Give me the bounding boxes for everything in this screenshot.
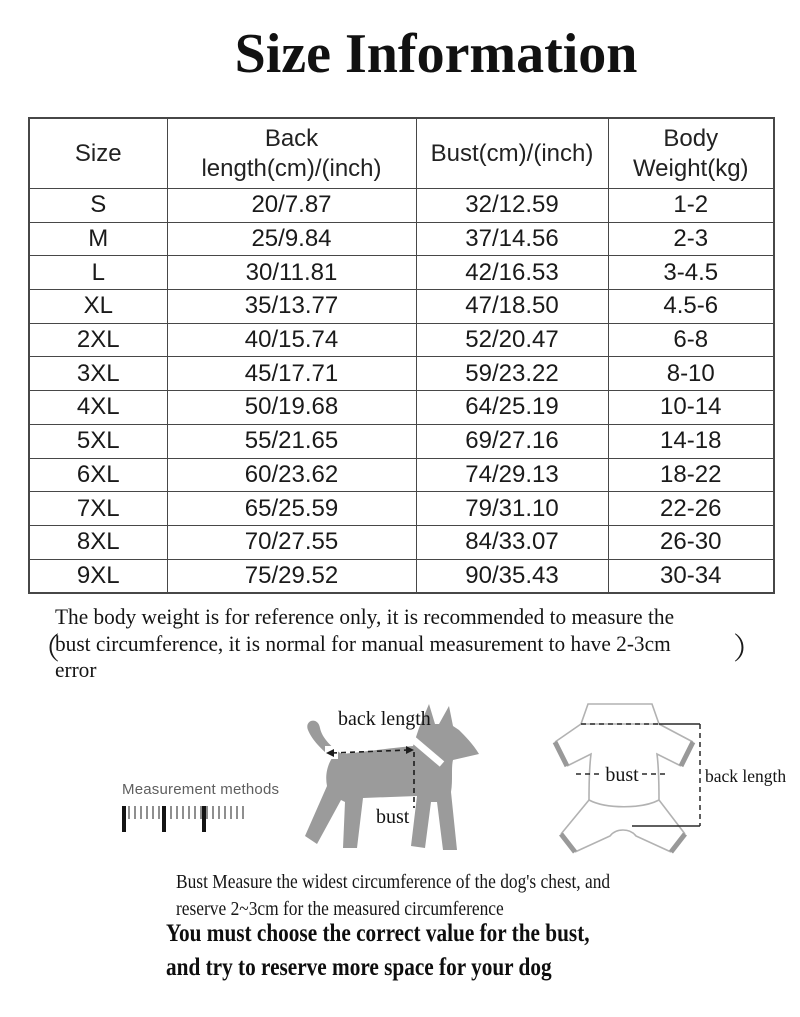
bust-cell: 69/27.16 xyxy=(416,424,608,458)
bust-cell: 32/12.59 xyxy=(416,189,608,223)
back-length-cell: 60/23.62 xyxy=(167,458,416,492)
bust-warning xyxy=(166,917,590,985)
bust-cell: 52/20.47 xyxy=(416,323,608,357)
size-cell: 3XL xyxy=(29,357,167,391)
back-length-cell: 75/29.52 xyxy=(167,559,416,593)
size-cell: 7XL xyxy=(29,492,167,526)
ruler-icon xyxy=(122,806,246,832)
size-cell: L xyxy=(29,256,167,290)
bust-cell: 84/33.07 xyxy=(416,525,608,559)
garment-bust-label: bust xyxy=(605,764,639,786)
table-row xyxy=(29,256,774,290)
back-length-cell: 35/13.77 xyxy=(167,290,416,324)
note-line-2: bust circumference, it is normal for manual measurement to have 2-3cm xyxy=(55,630,671,656)
size-cell: 9XL xyxy=(29,559,167,593)
table-row xyxy=(29,458,774,492)
weight-cell: 4.5-6 xyxy=(608,290,774,324)
weight-cell: 6-8 xyxy=(608,323,774,357)
ruler-tick xyxy=(202,806,206,832)
note-paren-open: （ xyxy=(30,633,60,666)
back-length-cell: 65/25.59 xyxy=(167,492,416,526)
weight-cell: 1-2 xyxy=(608,189,774,223)
back-length-label: back length xyxy=(338,708,431,730)
bust-measure-note-line-2: reserve 2~3cm for the measured circumference xyxy=(176,898,504,920)
note-line-3: error xyxy=(55,657,97,682)
back-length-cell: 55/21.65 xyxy=(167,424,416,458)
bust-warning-line-1: You must choose the correct value for the bust, xyxy=(166,920,590,947)
bust-label: bust xyxy=(376,806,410,828)
note-text xyxy=(55,604,734,684)
weight-cell: 10-14 xyxy=(608,391,774,425)
bust-cell: 90/35.43 xyxy=(416,559,608,593)
weight-cell: 22-26 xyxy=(608,492,774,526)
size-cell: XL xyxy=(29,290,167,324)
back-length-cell: 25/9.84 xyxy=(167,222,416,256)
table-row xyxy=(29,424,774,458)
note-paren-close: ） xyxy=(733,633,763,666)
table-row xyxy=(29,323,774,357)
garment-diagram xyxy=(548,698,798,860)
size-table xyxy=(28,117,775,594)
back-length-cell: 30/11.81 xyxy=(167,256,416,290)
table-row xyxy=(29,189,774,223)
bust-cell: 37/14.56 xyxy=(416,222,608,256)
table-row xyxy=(29,357,774,391)
bust-measure-note xyxy=(176,869,610,923)
bust-warning-line-2: and try to reserve more space for your dog xyxy=(166,954,552,981)
bust-cell: 42/16.53 xyxy=(416,256,608,290)
weight-cell: 30-34 xyxy=(608,559,774,593)
table-row xyxy=(29,559,774,593)
table-row xyxy=(29,492,774,526)
bust-cell: 59/23.22 xyxy=(416,357,608,391)
bust-measure-note-line-1: Bust Measure the widest circumference of the dog's chest, and xyxy=(176,871,611,893)
table-row xyxy=(29,290,774,324)
bust-cell: 74/29.13 xyxy=(416,458,608,492)
measurement-methods-label: Measurement methods xyxy=(122,781,280,798)
garment-sleeve-bands xyxy=(555,742,693,852)
bust-cell: 79/31.10 xyxy=(416,492,608,526)
note-line-1: The body weight is for reference only, it is recommended to measure the xyxy=(55,604,675,629)
col-header-body-weight: Body Weight(kg) xyxy=(608,118,774,189)
col-header-back-length: Back length(cm)/(inch) xyxy=(167,118,416,189)
weight-cell: 14-18 xyxy=(608,424,774,458)
weight-cell: 8-10 xyxy=(608,357,774,391)
table-row xyxy=(29,525,774,559)
back-length-cell: 50/19.68 xyxy=(167,391,416,425)
table-header-row xyxy=(29,118,774,189)
back-length-cell: 70/27.55 xyxy=(167,525,416,559)
weight-cell: 2-3 xyxy=(608,222,774,256)
size-cell: S xyxy=(29,189,167,223)
ruler-tick xyxy=(162,806,166,832)
back-length-cell: 20/7.87 xyxy=(167,189,416,223)
size-cell: M xyxy=(29,222,167,256)
garment-back-length-label: back length xyxy=(705,766,787,786)
weight-cell: 18-22 xyxy=(608,458,774,492)
col-header-size: Size xyxy=(29,118,167,189)
size-cell: 5XL xyxy=(29,424,167,458)
bust-cell: 47/18.50 xyxy=(416,290,608,324)
back-length-cell: 45/17.71 xyxy=(167,357,416,391)
col-header-bust: Bust(cm)/(inch) xyxy=(416,118,608,189)
size-cell: 4XL xyxy=(29,391,167,425)
size-cell: 6XL xyxy=(29,458,167,492)
table-row xyxy=(29,391,774,425)
size-cell: 8XL xyxy=(29,525,167,559)
page-title: Size Information xyxy=(234,23,638,85)
weight-cell: 3-4.5 xyxy=(608,256,774,290)
bust-cell: 64/25.19 xyxy=(416,391,608,425)
weight-cell: 26-30 xyxy=(608,525,774,559)
ruler-small-ticks xyxy=(122,806,246,819)
size-cell: 2XL xyxy=(29,323,167,357)
table-row xyxy=(29,222,774,256)
side-dog-diagram xyxy=(298,696,488,862)
back-length-cell: 40/15.74 xyxy=(167,323,416,357)
ruler-tick xyxy=(122,806,126,832)
